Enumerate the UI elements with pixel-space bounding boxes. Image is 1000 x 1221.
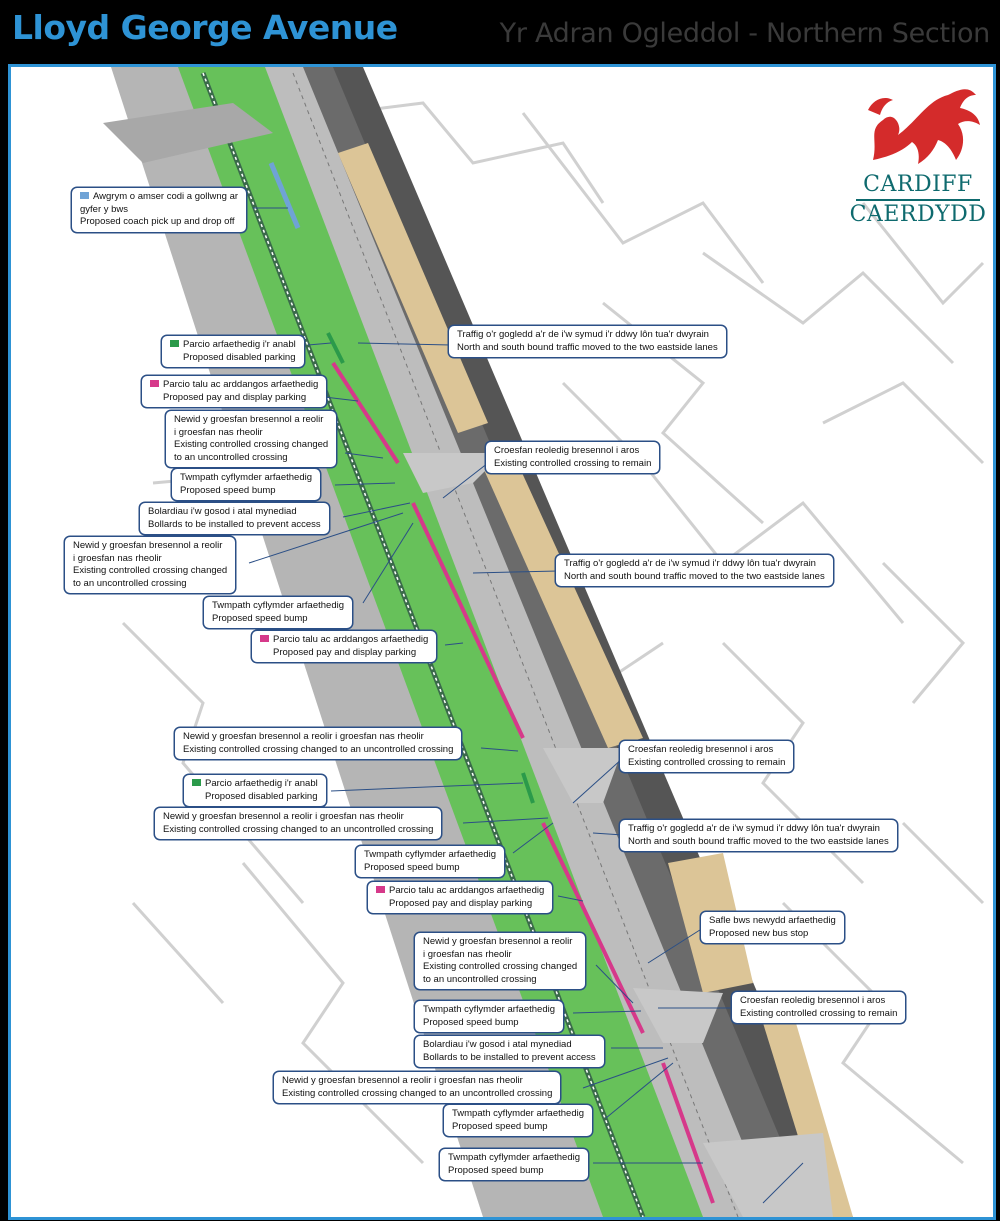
callout-pay-display	[367, 881, 553, 914]
callout-bus-stop	[700, 911, 845, 944]
callout-text: Newid y groesfan bresennol a reolir i groesfan nas rheolir	[183, 731, 424, 742]
callout-text: Existing controlled crossing changed	[73, 565, 228, 576]
callout-text: Proposed pay and display parking	[163, 391, 307, 403]
callout-text: i groesfan nas rheolir	[73, 552, 162, 564]
callout-crossing-changed	[273, 1071, 561, 1104]
callout-text: Croesfan reoledig bresennol i aros	[628, 744, 774, 755]
dragon-icon	[848, 80, 988, 172]
callout-text: Parcio arfaethedig i'r anabl	[183, 339, 296, 350]
callout-text: Parcio talu ac arddangos arfaethedig	[273, 634, 429, 645]
callout-text: Proposed coach pick up and drop off	[80, 216, 235, 227]
callout-text: North and south bound traffic moved to the two eastside lanes	[628, 835, 889, 847]
callout-text: Twmpath cyflymder arfaethedig	[364, 849, 497, 860]
callout-text: Newid y groesfan bresennol a reolir	[174, 414, 324, 425]
callout-text: Bollards to be installed to prevent access	[148, 518, 321, 530]
callout-crossing-changed	[165, 410, 337, 468]
callout-text: North and south bound traffic moved to the two eastside lanes	[564, 570, 825, 582]
disabled-swatch	[192, 779, 201, 786]
callout-speed-bump	[414, 1000, 564, 1033]
callout-text: Existing controlled crossing changed to an uncontrolled crossing	[163, 823, 434, 835]
callout-text: Newid y groesfan bresennol a reolir i groesfan nas rheolir	[163, 811, 404, 822]
callout-crossing-remain	[731, 991, 906, 1024]
callout-text: Proposed speed bump	[212, 612, 308, 624]
callout-text: Bolardiau i'w gosod i atal mynediad	[423, 1039, 572, 1050]
callout-text: Proposed pay and display parking	[273, 646, 417, 658]
callout-text: Proposed speed bump	[180, 484, 276, 496]
callout-text: Bollards to be installed to prevent access	[423, 1051, 596, 1063]
pay-swatch	[260, 635, 269, 642]
disabled-swatch	[170, 340, 179, 347]
logo-text-caerdydd: CAERDYDD	[849, 202, 987, 227]
callout-text: Proposed speed bump	[452, 1120, 548, 1132]
callout-disabled-parking	[161, 335, 305, 368]
callout-text: Existing controlled crossing to remain	[740, 1007, 898, 1019]
callout-traffic-moved	[555, 554, 834, 587]
callout-text: Proposed disabled parking	[183, 351, 296, 363]
callout-pay-display	[251, 630, 437, 663]
logo-text-cardiff: CARDIFF	[863, 172, 973, 197]
callout-text: to an uncontrolled crossing	[174, 451, 288, 463]
callout-text: Existing controlled crossing changed to an uncontrolled crossing	[183, 743, 454, 755]
callout-disabled-parking	[183, 774, 327, 807]
page-title: Lloyd George Avenue	[12, 8, 398, 47]
callout-text: Croesfan reoledig bresennol i aros	[740, 995, 886, 1006]
callout-crossing-changed	[154, 807, 442, 840]
header-bar	[0, 0, 1000, 64]
callout-text: Twmpath cyflymder arfaethedig	[180, 472, 313, 483]
callout-pay-display	[141, 375, 327, 408]
coach-swatch	[80, 192, 89, 199]
callout-text: Existing controlled crossing changed	[423, 961, 578, 972]
callout-speed-bump	[171, 468, 321, 501]
callout-speed-bump	[203, 596, 353, 629]
callout-bollards	[139, 502, 330, 535]
callout-text: i groesfan nas rheolir	[423, 948, 512, 960]
callout-text: Existing controlled crossing to remain	[494, 457, 652, 469]
pay-swatch	[150, 380, 159, 387]
callout-crossing-changed	[174, 727, 462, 760]
callout-speed-bump	[443, 1104, 593, 1137]
callout-text: to an uncontrolled crossing	[423, 973, 537, 985]
callout-crossing-remain	[619, 740, 794, 773]
callout-text: Newid y groesfan bresennol a reolir	[73, 540, 223, 551]
callout-crossing-remain	[485, 441, 660, 474]
callout-text: Proposed new bus stop	[709, 927, 809, 939]
callout-text: Newid y groesfan bresennol a reolir i groesfan nas rheolir	[282, 1075, 523, 1086]
callout-text: Parcio talu ac arddangos arfaethedig	[163, 379, 319, 390]
callout-text: Proposed speed bump	[423, 1016, 519, 1028]
callout-coach-pickup	[71, 187, 247, 233]
callout-text: Parcio arfaethedig i'r anabl	[205, 778, 318, 789]
callout-speed-bump	[355, 845, 505, 878]
callout-text: Bolardiau i'w gosod i atal mynediad	[148, 506, 297, 517]
page-subtitle: Yr Adran Ogleddol - Northern Section	[499, 18, 990, 49]
callout-text: Twmpath cyflymder arfaethedig	[212, 600, 345, 611]
callout-text: Parcio talu ac arddangos arfaethedig	[389, 885, 545, 896]
callout-text: Traffig o'r gogledd a'r de i'w symud i'r ddwy lôn tua'r dwyrain	[564, 558, 816, 569]
callout-text: Existing controlled crossing changed	[174, 439, 329, 450]
callout-crossing-changed	[64, 536, 236, 594]
callout-text: Twmpath cyflymder arfaethedig	[452, 1108, 585, 1119]
callout-bollards	[414, 1035, 605, 1068]
callout-traffic-moved	[619, 819, 898, 852]
callout-text: Twmpath cyflymder arfaethedig	[448, 1152, 581, 1163]
logo-divider	[856, 199, 980, 201]
callout-traffic-moved	[448, 325, 727, 358]
callout-text: Proposed pay and display parking	[389, 897, 533, 909]
callout-text: Newid y groesfan bresennol a reolir	[423, 936, 573, 947]
callout-text: North and south bound traffic moved to the two eastside lanes	[457, 341, 718, 353]
callout-text: Existing controlled crossing to remain	[628, 756, 786, 768]
cardiff-logo	[848, 80, 988, 240]
pay-swatch	[376, 886, 385, 893]
callout-text: Croesfan reoledig bresennol i aros	[494, 445, 640, 456]
callout-text: Proposed disabled parking	[205, 790, 318, 802]
callout-text: Proposed speed bump	[448, 1164, 544, 1176]
callout-text: Awgrym o amser codi a gollwng ar	[93, 191, 239, 202]
callout-text: Traffig o'r gogledd a'r de i'w symud i'r ddwy lôn tua'r dwyrain	[628, 823, 880, 834]
callout-speed-bump	[439, 1148, 589, 1181]
callout-text: i groesfan nas rheolir	[174, 426, 263, 438]
callout-crossing-changed	[414, 932, 586, 990]
callout-text: Traffig o'r gogledd a'r de i'w symud i'r ddwy lôn tua'r dwyrain	[457, 329, 709, 340]
callout-text: gyfer y bws	[80, 203, 129, 215]
callout-text: Twmpath cyflymder arfaethedig	[423, 1004, 556, 1015]
callout-text: to an uncontrolled crossing	[73, 577, 187, 589]
callout-text: Existing controlled crossing changed to an uncontrolled crossing	[282, 1087, 553, 1099]
callout-text: Safle bws newydd arfaethedig	[709, 915, 836, 926]
callout-text: Proposed speed bump	[364, 861, 460, 873]
